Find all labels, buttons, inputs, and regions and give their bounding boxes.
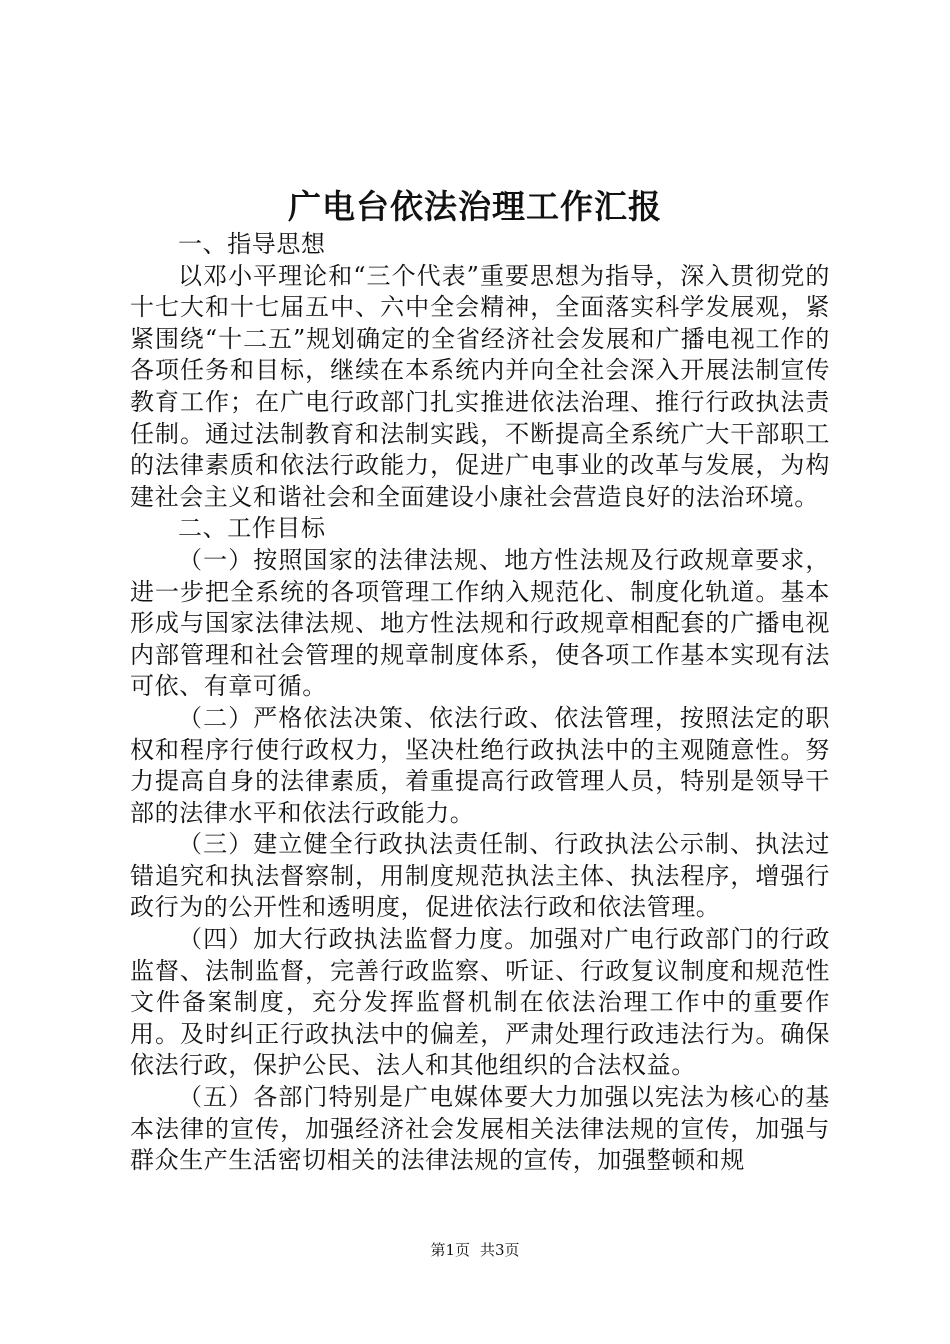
page-number: 第1页 bbox=[430, 1241, 470, 1259]
paragraph-goal-3: （三）建立健全行政执法责任制、行政执法公示制、执法过错追究和执法督察制，用制度规范执法主体、执法程序，增强行政行为的公开性和透明度，促进依法行政和依法管理。 bbox=[130, 830, 830, 922]
section-heading-work-goals: 二、工作目标 bbox=[178, 514, 326, 543]
document-title: 广电台依法治理工作汇报 bbox=[288, 187, 662, 226]
page-total: 共3页 bbox=[480, 1241, 520, 1259]
paragraph-goal-2: （二）严格依法决策、依法行政、依法管理，按照法定的职权和程序行使行政权力，坚决杜绝行政执法中的主观随意性。努力提高自身的法律素质，着重提高行政管理人员，特别是领导干部的法律水平和依法行政能力。 bbox=[130, 703, 830, 827]
document-body bbox=[130, 229, 830, 1177]
paragraph-guiding-ideology: 以邓小平理论和“三个代表”重要思想为指导，深入贯彻党的十七大和十七届五中、六中全会精神，全面落实科学发展观，紧紧围绕“十二五”规划确定的全省经济社会发展和广播电视工作的各项任务和目标，继续在本系统内并向全社会深入开展法制宣传教育工作；在广电行政部门扎实推进依法治理、推行行政执法责任制。通过法制教育和法制实践，不断提高全系统广大干部职工的法律素质和依法行政能力，促进广电事业的改革与发展，为构建社会主义和谐社会和全面建设小康社会营造良好的法治环境。 bbox=[130, 261, 830, 511]
section-heading-guiding-ideology: 一、指导思想 bbox=[178, 230, 326, 258]
paragraph-goal-5: （五）各部门特别是广电媒体要大力加强以宪法为核心的基本法律的宣传，加强经济社会发展相关法律法规的宣传，加强与群众生产生活密切相关的法律法规的宣传，加强整顿和规 bbox=[130, 1083, 830, 1175]
paragraph-goal-4: （四）加大行政执法监督力度。加强对广电行政部门的行政监督、法制监督，完善行政监察、听证、行政复议制度和规范性文件备案制度，充分发挥监督机制在依法治理工作中的重要作用。及时纠正行政执法中的偏差，严肃处理行政违法行为。确保依法行政，保护公民、法人和其他组织的合法权益。 bbox=[130, 925, 830, 1080]
page-footer bbox=[0, 1240, 950, 1260]
paragraph-goal-1: （一）按照国家的法律法规、地方性法规及行政规章要求，进一步把全系统的各项管理工作纳入规范化、制度化轨道。基本形成与国家法律法规、地方性法规和行政规章相配套的广播电视内部管理和社会管理的规章制度体系，使各项工作基本实现有法可依、有章可循。 bbox=[130, 545, 830, 701]
